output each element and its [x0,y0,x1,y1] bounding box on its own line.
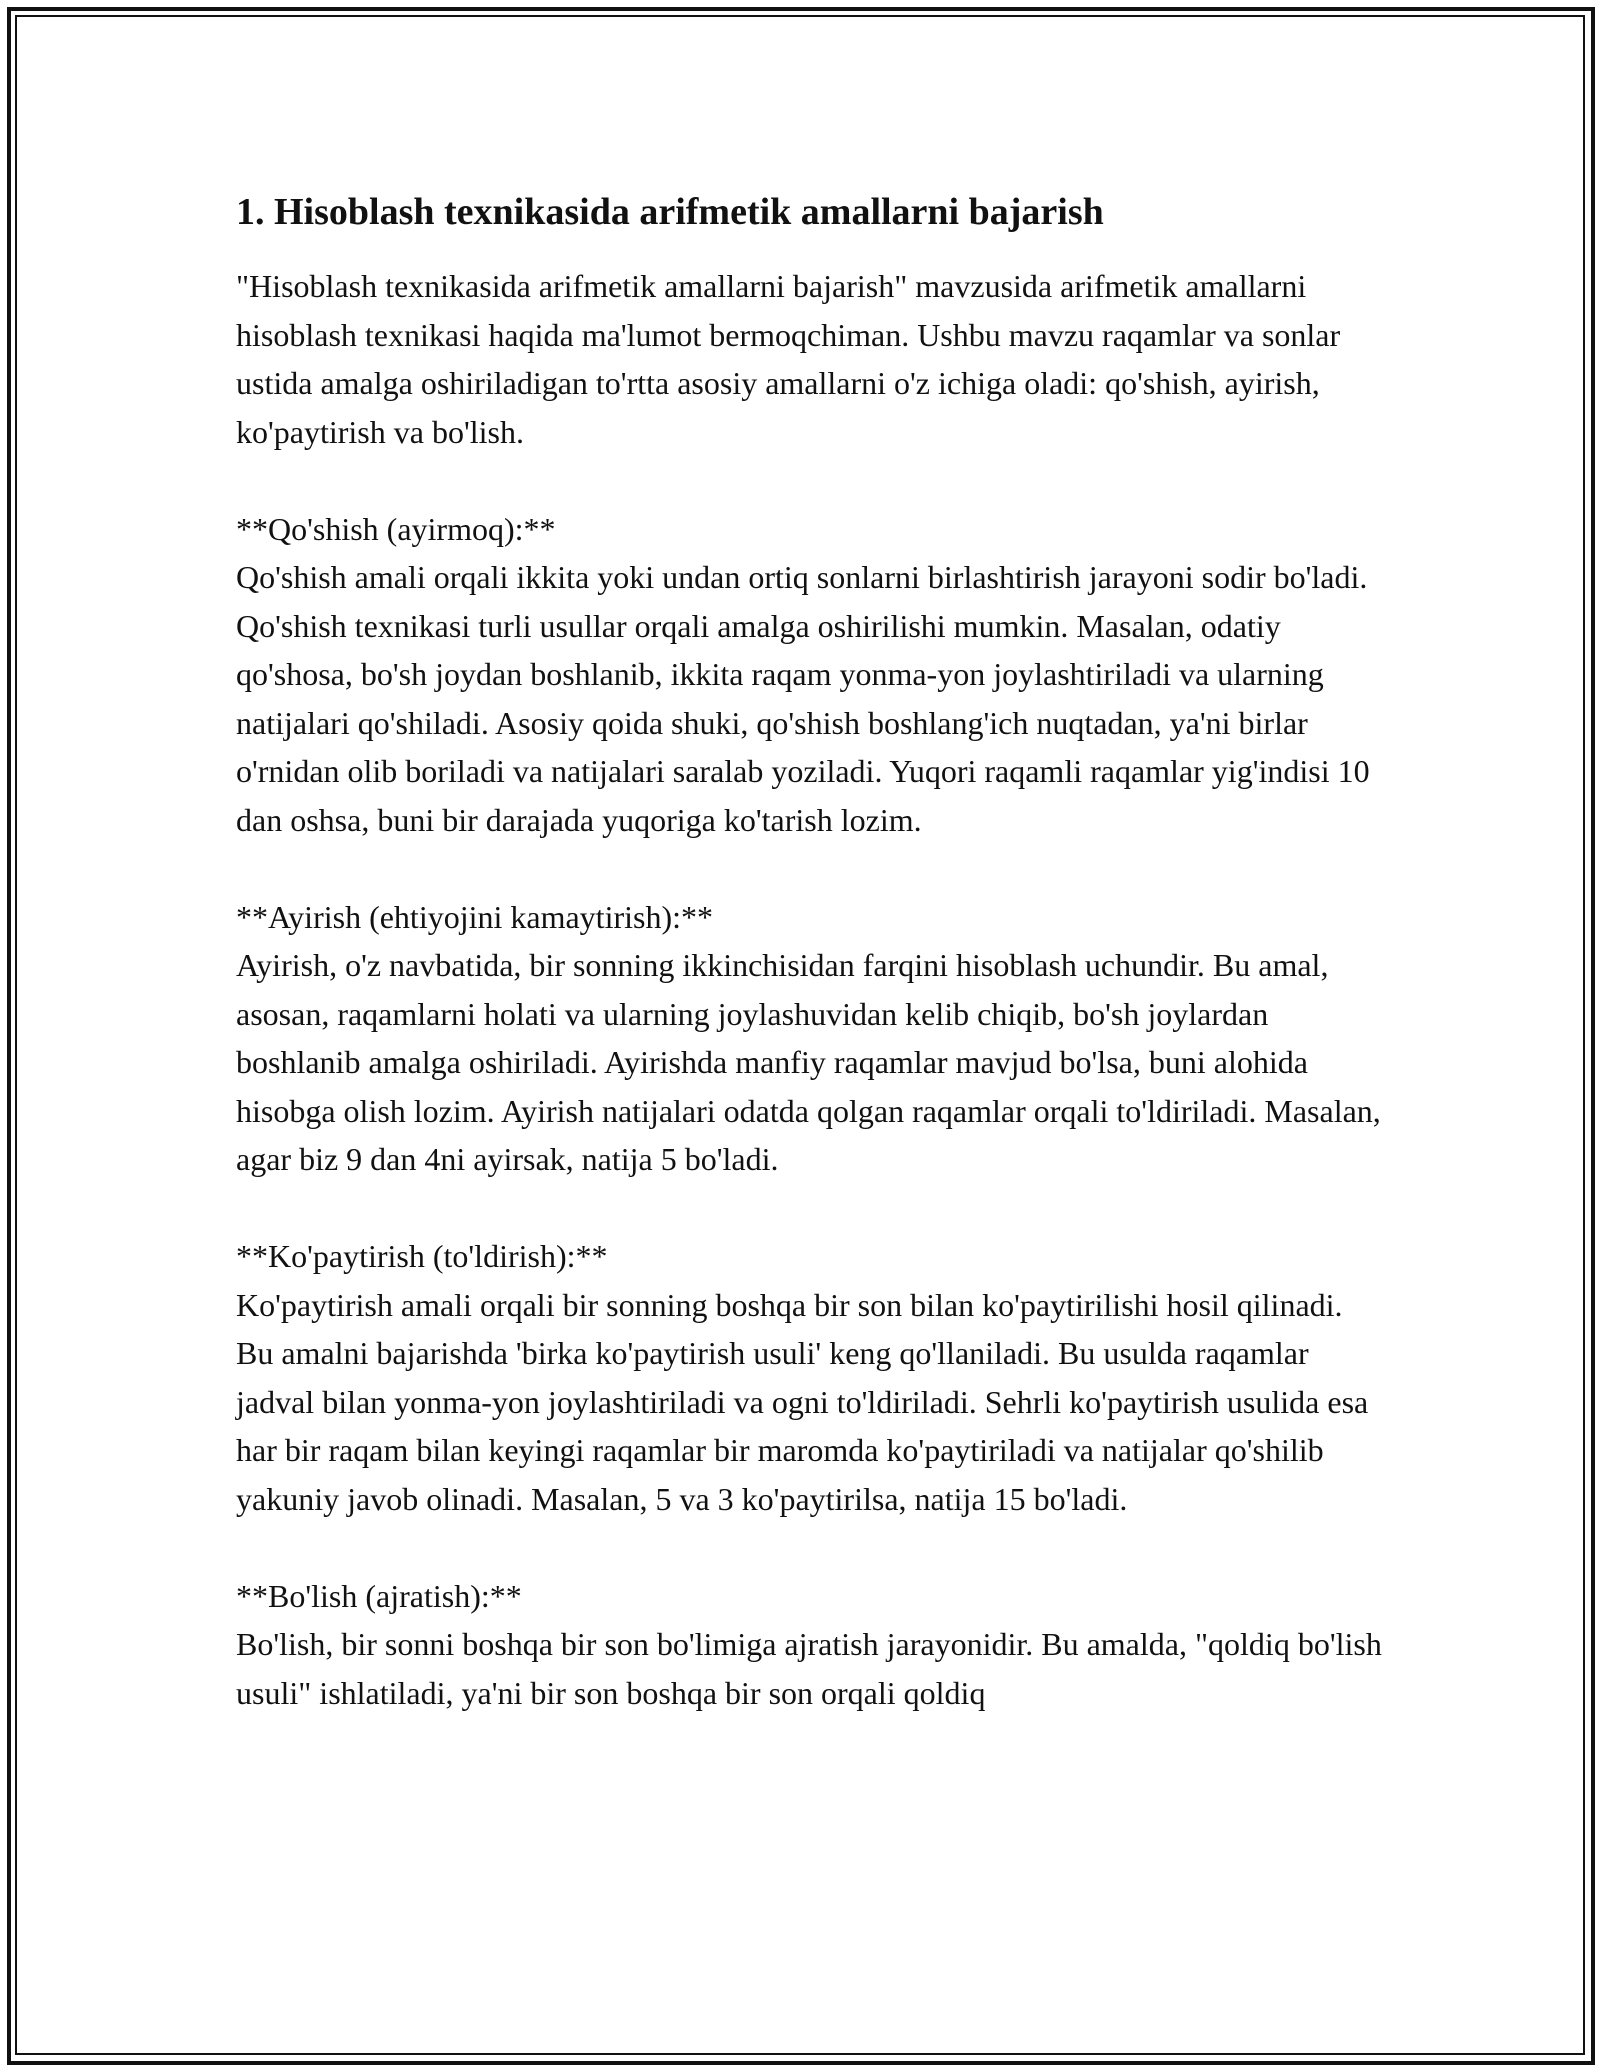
section-title: **Ko'paytirish (to'ldirish):** [236,1238,608,1274]
document-body [236,188,1386,1766]
section-body: Ko'paytirish amali orqali bir sonning boshqa bir son bilan ko'paytirilishi hosil qilinadi. Bu amalni bajarishda 'birka ko'paytirish usuli' keng qo'llaniladi. Bu usulda raqamlar jadval bilan yonma-yon joylashtiriladi va ogni to'ldiriladi. Sehrli ko'paytirish usulida esa har bir raqam bilan keyingi raqamlar bir maromda ko'paytiriladi va natijalar qo'shilib yakuniy javob olinadi. Masalan, 5 va 3 ko'paytirilsa, natija 15 bo'ladi. [236,1286,1369,1517]
document-heading: 1. Hisoblash texnikasida arifmetik amallarni bajarish [236,191,1104,233]
intro-paragraph: "Hisoblash texnikasida arifmetik amallarni bajarish" mavzusida arifmetik amallarni hisoblash texnikasi haqida ma'lumot bermoqchiman. Ushbu mavzu raqamlar va sonlar ustida amalga oshiriladigan to'rtta asosiy amallarni o'z ichiga oladi: qo'shish, ayirish, ko'paytirish va bo'lish. [236,268,1341,450]
section-bolish [236,1572,1386,1718]
section-qoshish [236,505,1386,845]
section-ayirish [236,893,1386,1184]
section-title: **Qo'shish (ayirmoq):** [236,510,556,547]
section-body: Bo'lish, bir sonni boshqa bir son bo'limiga ajratish jarayonidir. Bu amalda, "qoldiq bo'lish usuli" ishlatiladi, ya'ni bir son boshqa bir son orqali qoldiq [236,1626,1382,1711]
section-body: Ayirish, o'z navbatida, bir sonning ikkinchisidan farqini hisoblash uchundir. Bu amal, asosan, raqamlarni holati va ularning joylashuvidan kelib chiqib, bo'sh joylardan boshlanib amalga oshiriladi. Ayirishda manfiy raqamlar mavjud bo'lsa, buni alohida hisobga olish lozim. Ayirish natijalari odatda qolgan raqamlar orqali to'ldiriladi. Masalan, agar biz 9 dan 4ni ayirsak, natija 5 bo'ladi. [236,947,1381,1177]
section-body: Qo'shish amali orqali ikkita yoki undan ortiq sonlarni birlashtirish jarayoni sodir bo'ladi. Qo'shish texnikasi turli usullar orqali amalga oshirilishi mumkin. Masalan, odatiy qo'shosa, bo'sh joydan boshlanib, ikkita raqam yonma-yon joylashtiriladi va ularning natijalari qo'shiladi. Asosiy qoida shuki, qo'shish boshlang'ich nuqtadan, ya'ni birlar o'rnidan olib boriladi va natijalari saralab yoziladi. Yuqori raqamli raqamlar yig'indisi 10 dan oshsa, buni bir darajada yuqoriga ko'tarish lozim. [236,559,1370,838]
section-title: **Ayirish (ehtiyojini kamaytirish):** [236,898,713,935]
section-kopaytirish [236,1232,1386,1523]
section-title: **Bo'lish (ajratish):** [236,1577,522,1614]
